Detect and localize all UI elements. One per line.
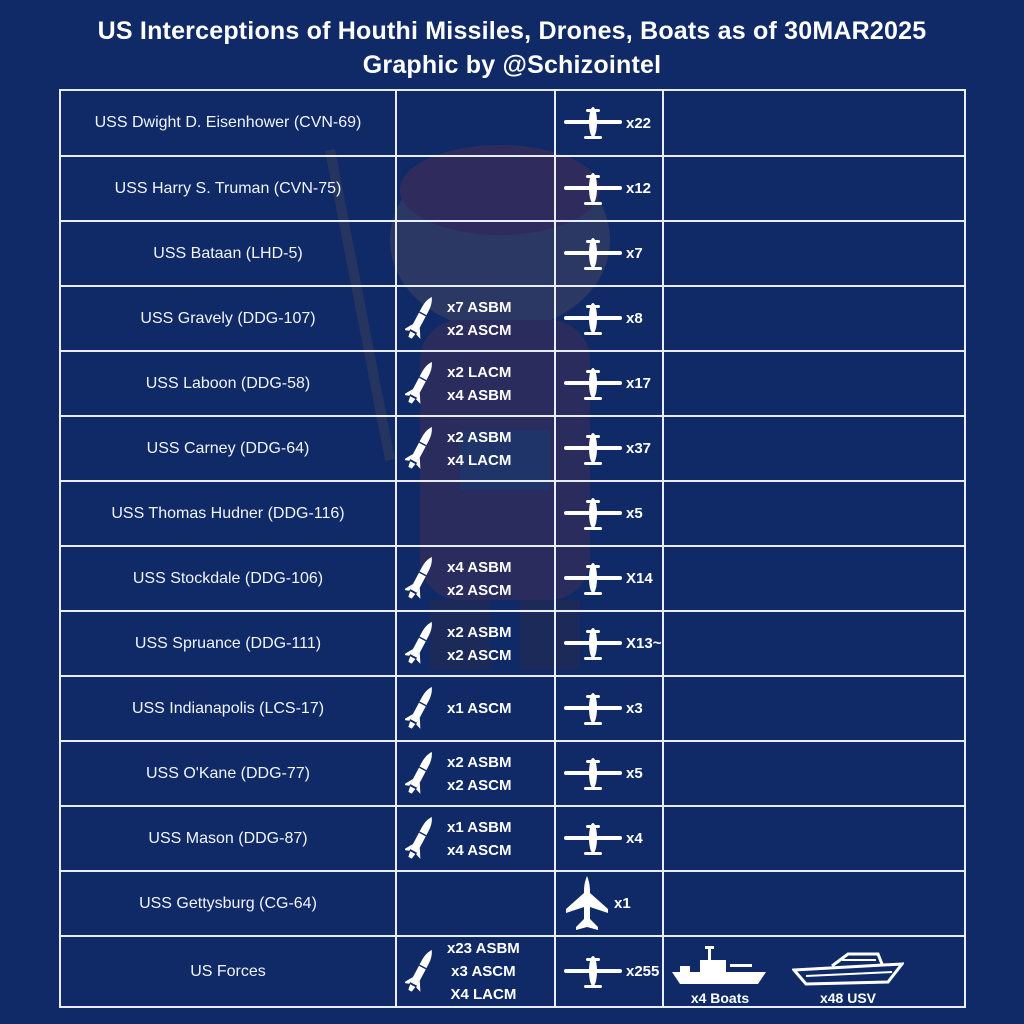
- ship-name: USS Bataan (LHD-5): [153, 244, 303, 262]
- interceptions-table: [59, 89, 966, 1008]
- drone-count: x3: [626, 700, 643, 717]
- boat-interceptions-cell: [663, 90, 965, 156]
- ship-name-cell: [60, 611, 396, 676]
- table-row: [60, 871, 965, 936]
- table-row: [60, 936, 965, 1007]
- drone-interceptions-cell: [555, 806, 663, 871]
- missile-icon: [405, 552, 435, 606]
- missile-icon: [405, 357, 435, 411]
- drone-interceptions-cell: [555, 546, 663, 611]
- missile-interceptions-cell: [396, 221, 555, 286]
- ship-name-cell: [60, 871, 396, 936]
- fighter-jet-icon: [562, 875, 612, 933]
- missile-count: x4 ASCM: [447, 841, 512, 859]
- drone-interceptions-cell: [555, 90, 663, 156]
- drone-icon: [562, 821, 624, 857]
- ship-name-cell: [60, 936, 396, 1007]
- drone-interceptions-cell: [555, 286, 663, 351]
- missile-count: x2 ASBM: [447, 428, 512, 446]
- drone-count: x7: [626, 245, 643, 262]
- table-row: [60, 741, 965, 806]
- ship-name: USS Harry S. Truman (CVN-75): [114, 179, 342, 197]
- missile-count: x23 ASBM: [447, 940, 520, 957]
- boat-interceptions-cell: [663, 221, 965, 286]
- missile-counts: [447, 816, 511, 862]
- table-row: [60, 611, 965, 676]
- table-row: [60, 351, 965, 416]
- ship-name: USS Dwight D. Eisenhower (CVN-69): [94, 114, 362, 131]
- ship-name-cell: [60, 676, 396, 741]
- ship-name: US Forces: [190, 962, 266, 980]
- drone-interceptions-cell: [555, 416, 663, 481]
- boat-interceptions-cell: [663, 416, 965, 481]
- ship-name: USS Laboon (DDG-58): [145, 374, 311, 392]
- missile-count: x7 ASBM: [447, 298, 512, 316]
- drone-count: x17: [626, 375, 652, 392]
- missile-count: x2 ASCM: [447, 776, 512, 794]
- ship-name-cell: [60, 351, 396, 416]
- missile-count: X4 LACM: [450, 986, 517, 1003]
- drone-interceptions-cell: [555, 611, 663, 676]
- missile-count: x1 ASCM: [447, 700, 512, 717]
- drone-icon: [562, 171, 624, 207]
- boat-interceptions-cell: [663, 156, 965, 221]
- boat-count: x4 Boats: [690, 990, 750, 1006]
- missile-count: x2 ASBM: [447, 623, 512, 641]
- table-row: [60, 481, 965, 546]
- missile-interceptions-cell: [396, 546, 555, 611]
- missile-count: x2 ASCM: [447, 581, 512, 599]
- ship-name-cell: [60, 221, 396, 286]
- boat-count: x48 USV: [819, 990, 877, 1006]
- missile-icon: [405, 812, 435, 866]
- ship-name: USS Spruance (DDG-111): [134, 634, 322, 652]
- missile-icon: [405, 422, 435, 476]
- drone-count: x5: [626, 505, 643, 522]
- missile-icon: [405, 617, 435, 671]
- missile-counts: [447, 296, 511, 342]
- drone-count: x8: [626, 310, 643, 327]
- table-row: [60, 676, 965, 741]
- missile-interceptions-cell: [396, 90, 555, 156]
- missile-count: x1 ASBM: [447, 818, 512, 836]
- title-line-2: Graphic by @Schizointel: [362, 51, 662, 79]
- table-row: [60, 416, 965, 481]
- table-row: [60, 806, 965, 871]
- missile-interceptions-cell: [396, 481, 555, 546]
- missile-counts: [447, 937, 520, 1006]
- boat-interceptions-cell: [663, 611, 965, 676]
- ship-name: USS Thomas Hudner (DDG-116): [111, 504, 345, 522]
- drone-icon: [562, 236, 624, 272]
- drone-count: x37: [626, 440, 652, 457]
- boat-group: [792, 948, 904, 1006]
- missile-counts: [447, 751, 511, 797]
- drone-interceptions-cell: [555, 351, 663, 416]
- drone-count: X14: [626, 570, 653, 587]
- table-row: [60, 546, 965, 611]
- missile-counts: [447, 697, 511, 720]
- missile-count: x3 ASCM: [451, 963, 516, 980]
- table-row: [60, 156, 965, 221]
- missile-interceptions-cell: [396, 936, 555, 1007]
- boat-interceptions-cell: [663, 871, 965, 936]
- table-row: [60, 286, 965, 351]
- ship-name: USS Indianapolis (LCS-17): [131, 699, 325, 717]
- drone-count: x1: [614, 895, 631, 912]
- missile-count: x2 LACM: [447, 363, 512, 381]
- boat-interceptions-cell: [663, 546, 965, 611]
- missile-icon: [405, 292, 435, 346]
- drone-count: x5: [626, 765, 643, 782]
- drone-icon: [562, 105, 624, 141]
- drone-interceptions-cell: [555, 221, 663, 286]
- ship-name: USS Stockdale (DDG-106): [132, 569, 324, 587]
- drone-count: X13~: [626, 635, 662, 652]
- ship-name: USS Gettysburg (CG-64): [139, 894, 317, 912]
- drone-count: x22: [626, 114, 652, 132]
- missile-counts: [447, 556, 511, 602]
- drone-icon: [562, 431, 624, 467]
- table-row: [60, 90, 965, 156]
- missile-interceptions-cell: [396, 611, 555, 676]
- missile-count: x4 LACM: [447, 451, 512, 469]
- drone-count: x12: [626, 180, 652, 197]
- missile-counts: [447, 426, 511, 472]
- ship-name-cell: [60, 741, 396, 806]
- drone-icon: [562, 626, 624, 662]
- missile-interceptions-cell: [396, 351, 555, 416]
- boat-interceptions-cell: [663, 806, 965, 871]
- drone-icon: [562, 561, 624, 597]
- ship-name-cell: [60, 286, 396, 351]
- missile-count: x2 ASCM: [447, 646, 512, 664]
- missile-icon: [405, 682, 435, 736]
- ship-name-cell: [60, 546, 396, 611]
- boat-interceptions-cell: [663, 676, 965, 741]
- missile-interceptions-cell: [396, 871, 555, 936]
- missile-icon: [405, 747, 435, 801]
- missile-interceptions-cell: [396, 156, 555, 221]
- missile-counts: [447, 361, 511, 407]
- boat-interceptions-cell: [663, 286, 965, 351]
- table-row: [60, 221, 965, 286]
- missile-counts: [447, 621, 511, 667]
- ship-name-cell: [60, 156, 396, 221]
- drone-icon: [562, 954, 624, 990]
- drone-count: x255: [626, 963, 660, 980]
- missile-interceptions-cell: [396, 676, 555, 741]
- drone-interceptions-cell: [555, 871, 663, 936]
- drone-icon: [562, 691, 624, 727]
- drone-interceptions-cell: [555, 481, 663, 546]
- missile-count: x2 ASCM: [447, 321, 512, 339]
- ship-name: USS O'Kane (DDG-77): [146, 764, 310, 782]
- drone-icon: [562, 496, 624, 532]
- ship-name-cell: [60, 416, 396, 481]
- missile-interceptions-cell: [396, 806, 555, 871]
- boat-group: [670, 944, 770, 1006]
- missile-interceptions-cell: [396, 416, 555, 481]
- drone-interceptions-cell: [555, 936, 663, 1007]
- ship-name-cell: [60, 806, 396, 871]
- drone-interceptions-cell: [555, 741, 663, 806]
- drone-interceptions-cell: [555, 156, 663, 221]
- drone-interceptions-cell: [555, 676, 663, 741]
- drone-icon: [562, 756, 624, 792]
- ship-name-cell: [60, 481, 396, 546]
- missile-count: x4 ASBM: [447, 558, 512, 576]
- drone-icon: [562, 366, 624, 402]
- missile-interceptions-cell: [396, 286, 555, 351]
- title-line-1: US Interceptions of Houthi Missiles, Drones, Boats as of 30MAR2025: [97, 17, 927, 45]
- drone-icon: [562, 301, 624, 337]
- page-title: [0, 14, 1024, 82]
- ship-name-cell: [60, 90, 396, 156]
- boat-interceptions-cell: [663, 481, 965, 546]
- boat-interceptions-cell: [663, 351, 965, 416]
- drone-count: x4: [626, 830, 643, 847]
- boat-interceptions-cell: [663, 936, 965, 1007]
- patrol-boat-icon: [670, 944, 770, 988]
- missile-icon: [405, 945, 435, 999]
- missile-count: x4 ASBM: [447, 386, 512, 404]
- missile-count: x2 ASBM: [447, 753, 512, 771]
- missile-interceptions-cell: [396, 741, 555, 806]
- ship-name: USS Gravely (DDG-107): [140, 309, 316, 327]
- ship-name: USS Carney (DDG-64): [146, 439, 310, 457]
- speedboat-icon: [792, 948, 904, 988]
- boat-interceptions-cell: [663, 741, 965, 806]
- ship-name: USS Mason (DDG-87): [148, 829, 308, 847]
